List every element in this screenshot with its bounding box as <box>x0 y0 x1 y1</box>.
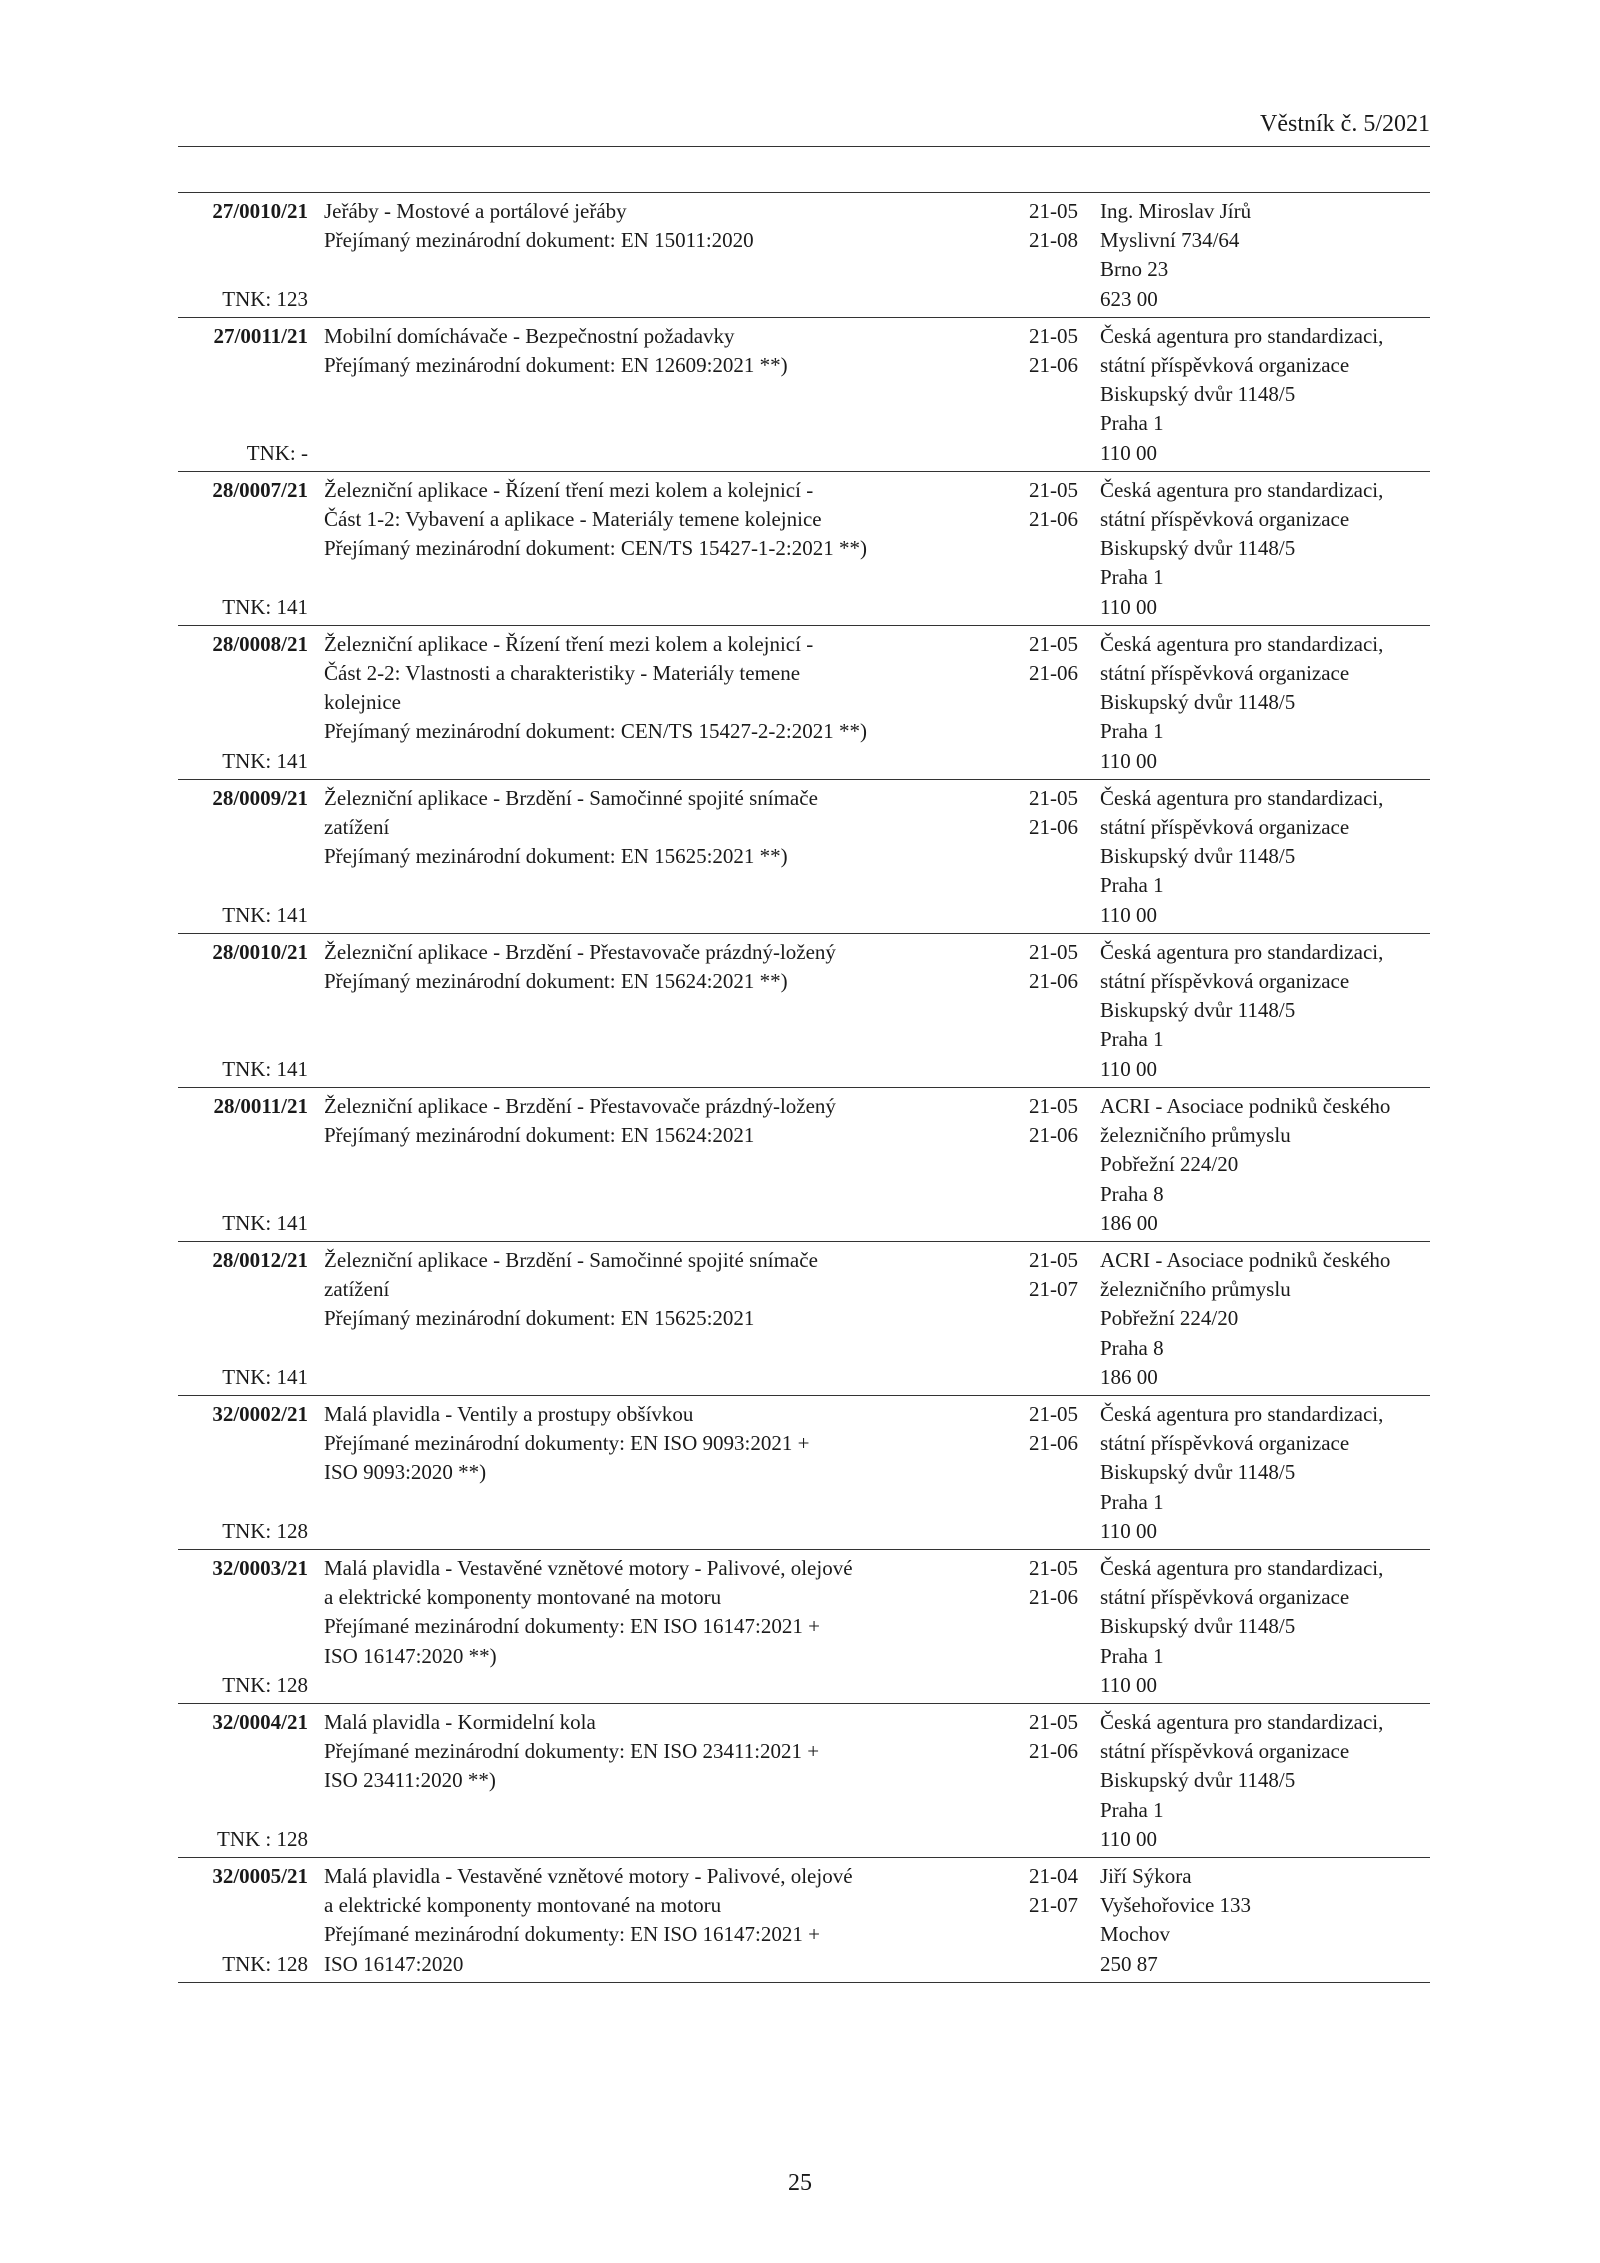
address-line: Ing. Miroslav Jírů <box>1100 199 1252 223</box>
description-line: zatížení <box>324 1277 390 1302</box>
table-row <box>178 1857 1430 1982</box>
address-line: 186 00 <box>1100 1364 1158 1389</box>
table-row <box>178 193 1430 317</box>
date-value: 21-08 <box>1029 228 1078 253</box>
tnk-label: TNK: 123 <box>222 286 308 311</box>
address-line: státní příspěvková organizace <box>1100 353 1350 378</box>
address-line: Česká agentura pro standardizaci, <box>1100 477 1384 502</box>
address-line: 110 00 <box>1100 440 1157 465</box>
description-line: Přejímané mezinárodní dokumenty: EN ISO 9093:2021 + <box>324 1431 810 1456</box>
description-line: Železniční aplikace - Brzdění - Samočinné spojité snímače <box>324 785 818 810</box>
standard-number: 27/0011/21 <box>213 323 308 348</box>
date-value: 21-05 <box>1029 1093 1078 1118</box>
address-line: Biskupský dvůr 1148/5 <box>1100 1614 1296 1639</box>
table-row <box>178 1087 1430 1241</box>
dates-cell <box>978 1708 1078 1854</box>
table-row <box>178 1703 1430 1857</box>
description-line: ISO 16147:2020 **) <box>324 1643 497 1668</box>
date-value: 21-05 <box>1029 785 1078 810</box>
address-line: Pobřežní 224/20 <box>1100 1152 1239 1177</box>
description-line: Jeřáby - Mostové a portálové jeřáby <box>324 199 627 223</box>
date-value: 21-05 <box>1029 631 1078 656</box>
date-value: 21-05 <box>1029 477 1078 502</box>
standard-number: 28/0010/21 <box>212 939 308 964</box>
date-value: 21-05 <box>1029 323 1078 348</box>
description-cell <box>308 322 978 468</box>
address-line: státní příspěvková organizace <box>1100 1739 1350 1764</box>
description-cell <box>308 630 978 776</box>
address-line: 250 87 <box>1100 1951 1158 1976</box>
address-line: 110 00 <box>1100 594 1157 619</box>
address-cell <box>1078 1246 1430 1392</box>
standard-number: 28/0012/21 <box>212 1247 308 1272</box>
address-line: Praha 1 <box>1100 873 1164 898</box>
date-value: 21-06 <box>1029 1123 1078 1148</box>
address-line: státní příspěvková organizace <box>1100 507 1350 532</box>
description-line: Přejímaný mezinárodní dokument: EN 15625:2021 <box>324 1306 755 1331</box>
description-cell <box>308 938 978 1084</box>
table-row <box>178 1395 1430 1549</box>
address-line: Biskupský dvůr 1148/5 <box>1100 1768 1296 1793</box>
date-value: 21-06 <box>1029 1585 1078 1610</box>
description-line: Železniční aplikace - Brzdění - Přestavovače prázdný-ložený <box>324 939 836 964</box>
table-row <box>178 625 1430 779</box>
address-cell <box>1078 1400 1430 1546</box>
description-line: Přejímaný mezinárodní dokument: EN 15624:2021 **) <box>324 969 788 994</box>
tnk-label: TNK: 141 <box>222 594 308 619</box>
description-cell <box>308 1554 978 1700</box>
date-value: 21-05 <box>1029 939 1078 964</box>
description-line: Mobilní domíchávače - Bezpečnostní požadavky <box>324 323 735 348</box>
table-row <box>178 779 1430 933</box>
address-line: 623 00 <box>1100 286 1158 311</box>
date-value: 21-07 <box>1029 1893 1078 1918</box>
date-value: 21-06 <box>1029 507 1078 532</box>
standard-id-cell <box>178 1554 308 1700</box>
description-line: Malá plavidla - Ventily a prostupy obšívkou <box>324 1401 694 1426</box>
description-line: Část 1-2: Vybavení a aplikace - Materiály temene kolejnice <box>324 507 822 532</box>
address-line: Brno 23 <box>1100 257 1169 282</box>
description-line: kolejnice <box>324 690 401 715</box>
address-line: Praha 1 <box>1100 1643 1164 1668</box>
description-line: ISO 23411:2020 **) <box>324 1768 496 1793</box>
address-line: 110 00 <box>1100 1056 1157 1081</box>
tnk-label: TNK: 128 <box>222 1518 308 1543</box>
description-cell <box>308 1400 978 1546</box>
description-line: Železniční aplikace - Řízení tření mezi kolem a kolejnicí - <box>324 477 814 502</box>
standard-id-cell <box>178 1400 308 1546</box>
description-line: Železniční aplikace - Brzdění - Přestavovače prázdný-ložený <box>324 1093 836 1118</box>
dates-cell <box>978 1862 1078 1979</box>
address-line: Praha 1 <box>1100 565 1164 590</box>
address-line: 110 00 <box>1100 748 1157 773</box>
standard-number: 27/0010/21 <box>212 199 308 223</box>
address-line: Česká agentura pro standardizaci, <box>1100 1401 1384 1426</box>
address-line: Biskupský dvůr 1148/5 <box>1100 998 1296 1023</box>
standard-id-cell <box>178 322 308 468</box>
address-line: 110 00 <box>1100 1672 1157 1697</box>
table-row <box>178 317 1430 471</box>
standard-id-cell <box>178 630 308 776</box>
address-cell <box>1078 1554 1430 1700</box>
date-value: 21-07 <box>1029 1277 1078 1302</box>
dates-cell <box>978 1554 1078 1700</box>
dates-cell <box>978 197 1078 314</box>
description-line: Přejímané mezinárodní dokumenty: EN ISO 23411:2021 + <box>324 1739 820 1764</box>
tnk-label: TNK: 141 <box>222 902 308 927</box>
address-line: Vyšehořovice 133 <box>1100 1893 1252 1918</box>
standard-id-cell <box>178 476 308 622</box>
date-value: 21-06 <box>1029 815 1078 840</box>
address-line: Česká agentura pro standardizaci, <box>1100 631 1384 656</box>
standard-id-cell <box>178 197 308 314</box>
standard-number: 28/0009/21 <box>212 785 308 810</box>
description-line: Přejímaný mezinárodní dokument: EN 12609:2021 **) <box>324 353 788 378</box>
journal-title: Věstník č. 5/2021 <box>1260 111 1430 137</box>
address-line: Mochov <box>1100 1922 1170 1947</box>
description-line: Přejímaný mezinárodní dokument: EN 15011:2020 <box>324 228 754 253</box>
standard-id-cell <box>178 1246 308 1392</box>
description-line: Železniční aplikace - Brzdění - Samočinné spojité snímače <box>324 1247 818 1272</box>
tnk-label: TNK: 141 <box>222 1210 308 1235</box>
standard-number: 32/0002/21 <box>212 1401 308 1426</box>
address-line: Česká agentura pro standardizaci, <box>1100 939 1384 964</box>
date-value: 21-05 <box>1029 199 1078 223</box>
address-cell <box>1078 630 1430 776</box>
address-line: Myslivní 734/64 <box>1100 228 1240 253</box>
dates-cell <box>978 322 1078 468</box>
address-line: 110 00 <box>1100 902 1157 927</box>
tnk-label: TNK: 141 <box>222 1056 308 1081</box>
address-line: ACRI - Asociace podniků českého <box>1100 1247 1391 1272</box>
description-line: Železniční aplikace - Řízení tření mezi kolem a kolejnicí - <box>324 631 814 656</box>
description-cell <box>308 1708 978 1854</box>
standard-id-cell <box>178 1092 308 1238</box>
date-value: 21-06 <box>1029 1739 1078 1764</box>
description-cell <box>308 784 978 930</box>
description-cell <box>308 476 978 622</box>
standard-id-cell <box>178 1708 308 1854</box>
address-cell <box>1078 1092 1430 1238</box>
description-line: a elektrické komponenty montované na motoru <box>324 1585 722 1610</box>
tnk-label: TNK: 141 <box>222 1364 308 1389</box>
address-cell <box>1078 476 1430 622</box>
address-line: státní příspěvková organizace <box>1100 661 1350 686</box>
description-line: Přejímaný mezinárodní dokument: CEN/TS 15427-1-2:2021 **) <box>324 536 868 561</box>
tnk-label: TNK: 128 <box>222 1672 308 1697</box>
address-line: Praha 1 <box>1100 1797 1164 1822</box>
dates-cell <box>978 938 1078 1084</box>
description-cell <box>308 1862 978 1979</box>
description-line: Přejímaný mezinárodní dokument: EN 15624:2021 <box>324 1123 755 1148</box>
address-line: Česká agentura pro standardizaci, <box>1100 1709 1384 1734</box>
description-line: Část 2-2: Vlastnosti a charakteristiky - Materiály temene <box>324 661 801 686</box>
description-line: Malá plavidla - Vestavěné vznětové motory - Palivové, olejové <box>324 1863 853 1888</box>
date-value: 21-05 <box>1029 1709 1078 1734</box>
address-line: Biskupský dvůr 1148/5 <box>1100 844 1296 869</box>
date-value: 21-06 <box>1029 661 1078 686</box>
description-line: Přejímaný mezinárodní dokument: CEN/TS 15427-2-2:2021 **) <box>324 719 868 744</box>
address-line: Praha 1 <box>1100 411 1164 436</box>
description-line: Malá plavidla - Kormidelní kola <box>324 1709 596 1734</box>
address-line: Biskupský dvůr 1148/5 <box>1100 382 1296 407</box>
address-line: Jiří Sýkora <box>1100 1863 1192 1888</box>
address-line: státní příspěvková organizace <box>1100 969 1350 994</box>
address-line: 110 00 <box>1100 1826 1157 1851</box>
address-line: Praha 1 <box>1100 1027 1164 1052</box>
standard-id-cell <box>178 784 308 930</box>
address-line: Česká agentura pro standardizaci, <box>1100 1555 1384 1580</box>
description-cell <box>308 1246 978 1392</box>
address-cell <box>1078 322 1430 468</box>
address-line: Česká agentura pro standardizaci, <box>1100 323 1384 348</box>
description-line: Přejímané mezinárodní dokumenty: EN ISO 16147:2021 + <box>324 1614 820 1639</box>
address-line: Biskupský dvůr 1148/5 <box>1100 536 1296 561</box>
table-row <box>178 933 1430 1087</box>
description-line: ISO 9093:2020 **) <box>324 1460 487 1485</box>
date-value: 21-05 <box>1029 1401 1078 1426</box>
dates-cell <box>978 1246 1078 1392</box>
address-line: státní příspěvková organizace <box>1100 815 1350 840</box>
dates-cell <box>978 1092 1078 1238</box>
date-value: 21-06 <box>1029 353 1078 378</box>
tnk-label: TNK: 141 <box>222 748 308 773</box>
description-line: ISO 16147:2020 <box>324 1951 464 1976</box>
standard-number: 32/0003/21 <box>212 1555 308 1580</box>
address-cell <box>1078 197 1430 314</box>
table-row <box>178 1549 1430 1703</box>
standards-table <box>178 192 1430 1983</box>
address-line: železničního průmyslu <box>1100 1123 1291 1148</box>
date-value: 21-05 <box>1029 1555 1078 1580</box>
standard-id-cell <box>178 1862 308 1979</box>
date-value: 21-04 <box>1029 1863 1078 1888</box>
address-line: Praha 1 <box>1100 1489 1164 1514</box>
tnk-label: TNK: - <box>246 440 308 465</box>
description-line: Přejímaný mezinárodní dokument: EN 15625:2021 **) <box>324 844 788 869</box>
dates-cell <box>978 784 1078 930</box>
page-header <box>178 110 1430 147</box>
standard-number: 32/0005/21 <box>212 1863 308 1888</box>
description-line: a elektrické komponenty montované na motoru <box>324 1893 722 1918</box>
dates-cell <box>978 476 1078 622</box>
standard-id-cell <box>178 938 308 1084</box>
standard-number: 32/0004/21 <box>212 1709 308 1734</box>
table-row <box>178 471 1430 625</box>
standard-number: 28/0008/21 <box>212 631 308 656</box>
tnk-label: TNK: 128 <box>222 1951 308 1976</box>
description-line: Přejímané mezinárodní dokumenty: EN ISO 16147:2021 + <box>324 1922 820 1947</box>
standard-number: 28/0011/21 <box>213 1093 308 1118</box>
address-line: Praha 8 <box>1100 1335 1164 1360</box>
address-line: ACRI - Asociace podniků českého <box>1100 1093 1391 1118</box>
address-line: Pobřežní 224/20 <box>1100 1306 1239 1331</box>
table-row <box>178 1241 1430 1395</box>
address-line: Biskupský dvůr 1148/5 <box>1100 1460 1296 1485</box>
address-cell <box>1078 784 1430 930</box>
page-number: 25 <box>788 2170 812 2196</box>
address-cell <box>1078 1708 1430 1854</box>
address-cell <box>1078 1862 1430 1979</box>
description-cell <box>308 1092 978 1238</box>
address-line: železničního průmyslu <box>1100 1277 1291 1302</box>
description-cell <box>308 197 978 314</box>
dates-cell <box>978 1400 1078 1546</box>
address-line: státní příspěvková organizace <box>1100 1585 1350 1610</box>
address-line: Biskupský dvůr 1148/5 <box>1100 690 1296 715</box>
address-line: 110 00 <box>1100 1518 1157 1543</box>
date-value: 21-06 <box>1029 1431 1078 1456</box>
standard-number: 28/0007/21 <box>212 477 308 502</box>
address-line: 186 00 <box>1100 1210 1158 1235</box>
description-line: Malá plavidla - Vestavěné vznětové motory - Palivové, olejové <box>324 1555 853 1580</box>
address-line: Praha 8 <box>1100 1181 1164 1206</box>
dates-cell <box>978 630 1078 776</box>
address-line: státní příspěvková organizace <box>1100 1431 1350 1456</box>
tnk-label: TNK : 128 <box>217 1826 308 1851</box>
date-value: 21-05 <box>1029 1247 1078 1272</box>
address-cell <box>1078 938 1430 1084</box>
description-line: zatížení <box>324 815 390 840</box>
address-line: Praha 1 <box>1100 719 1164 744</box>
date-value: 21-06 <box>1029 969 1078 994</box>
address-line: Česká agentura pro standardizaci, <box>1100 785 1384 810</box>
